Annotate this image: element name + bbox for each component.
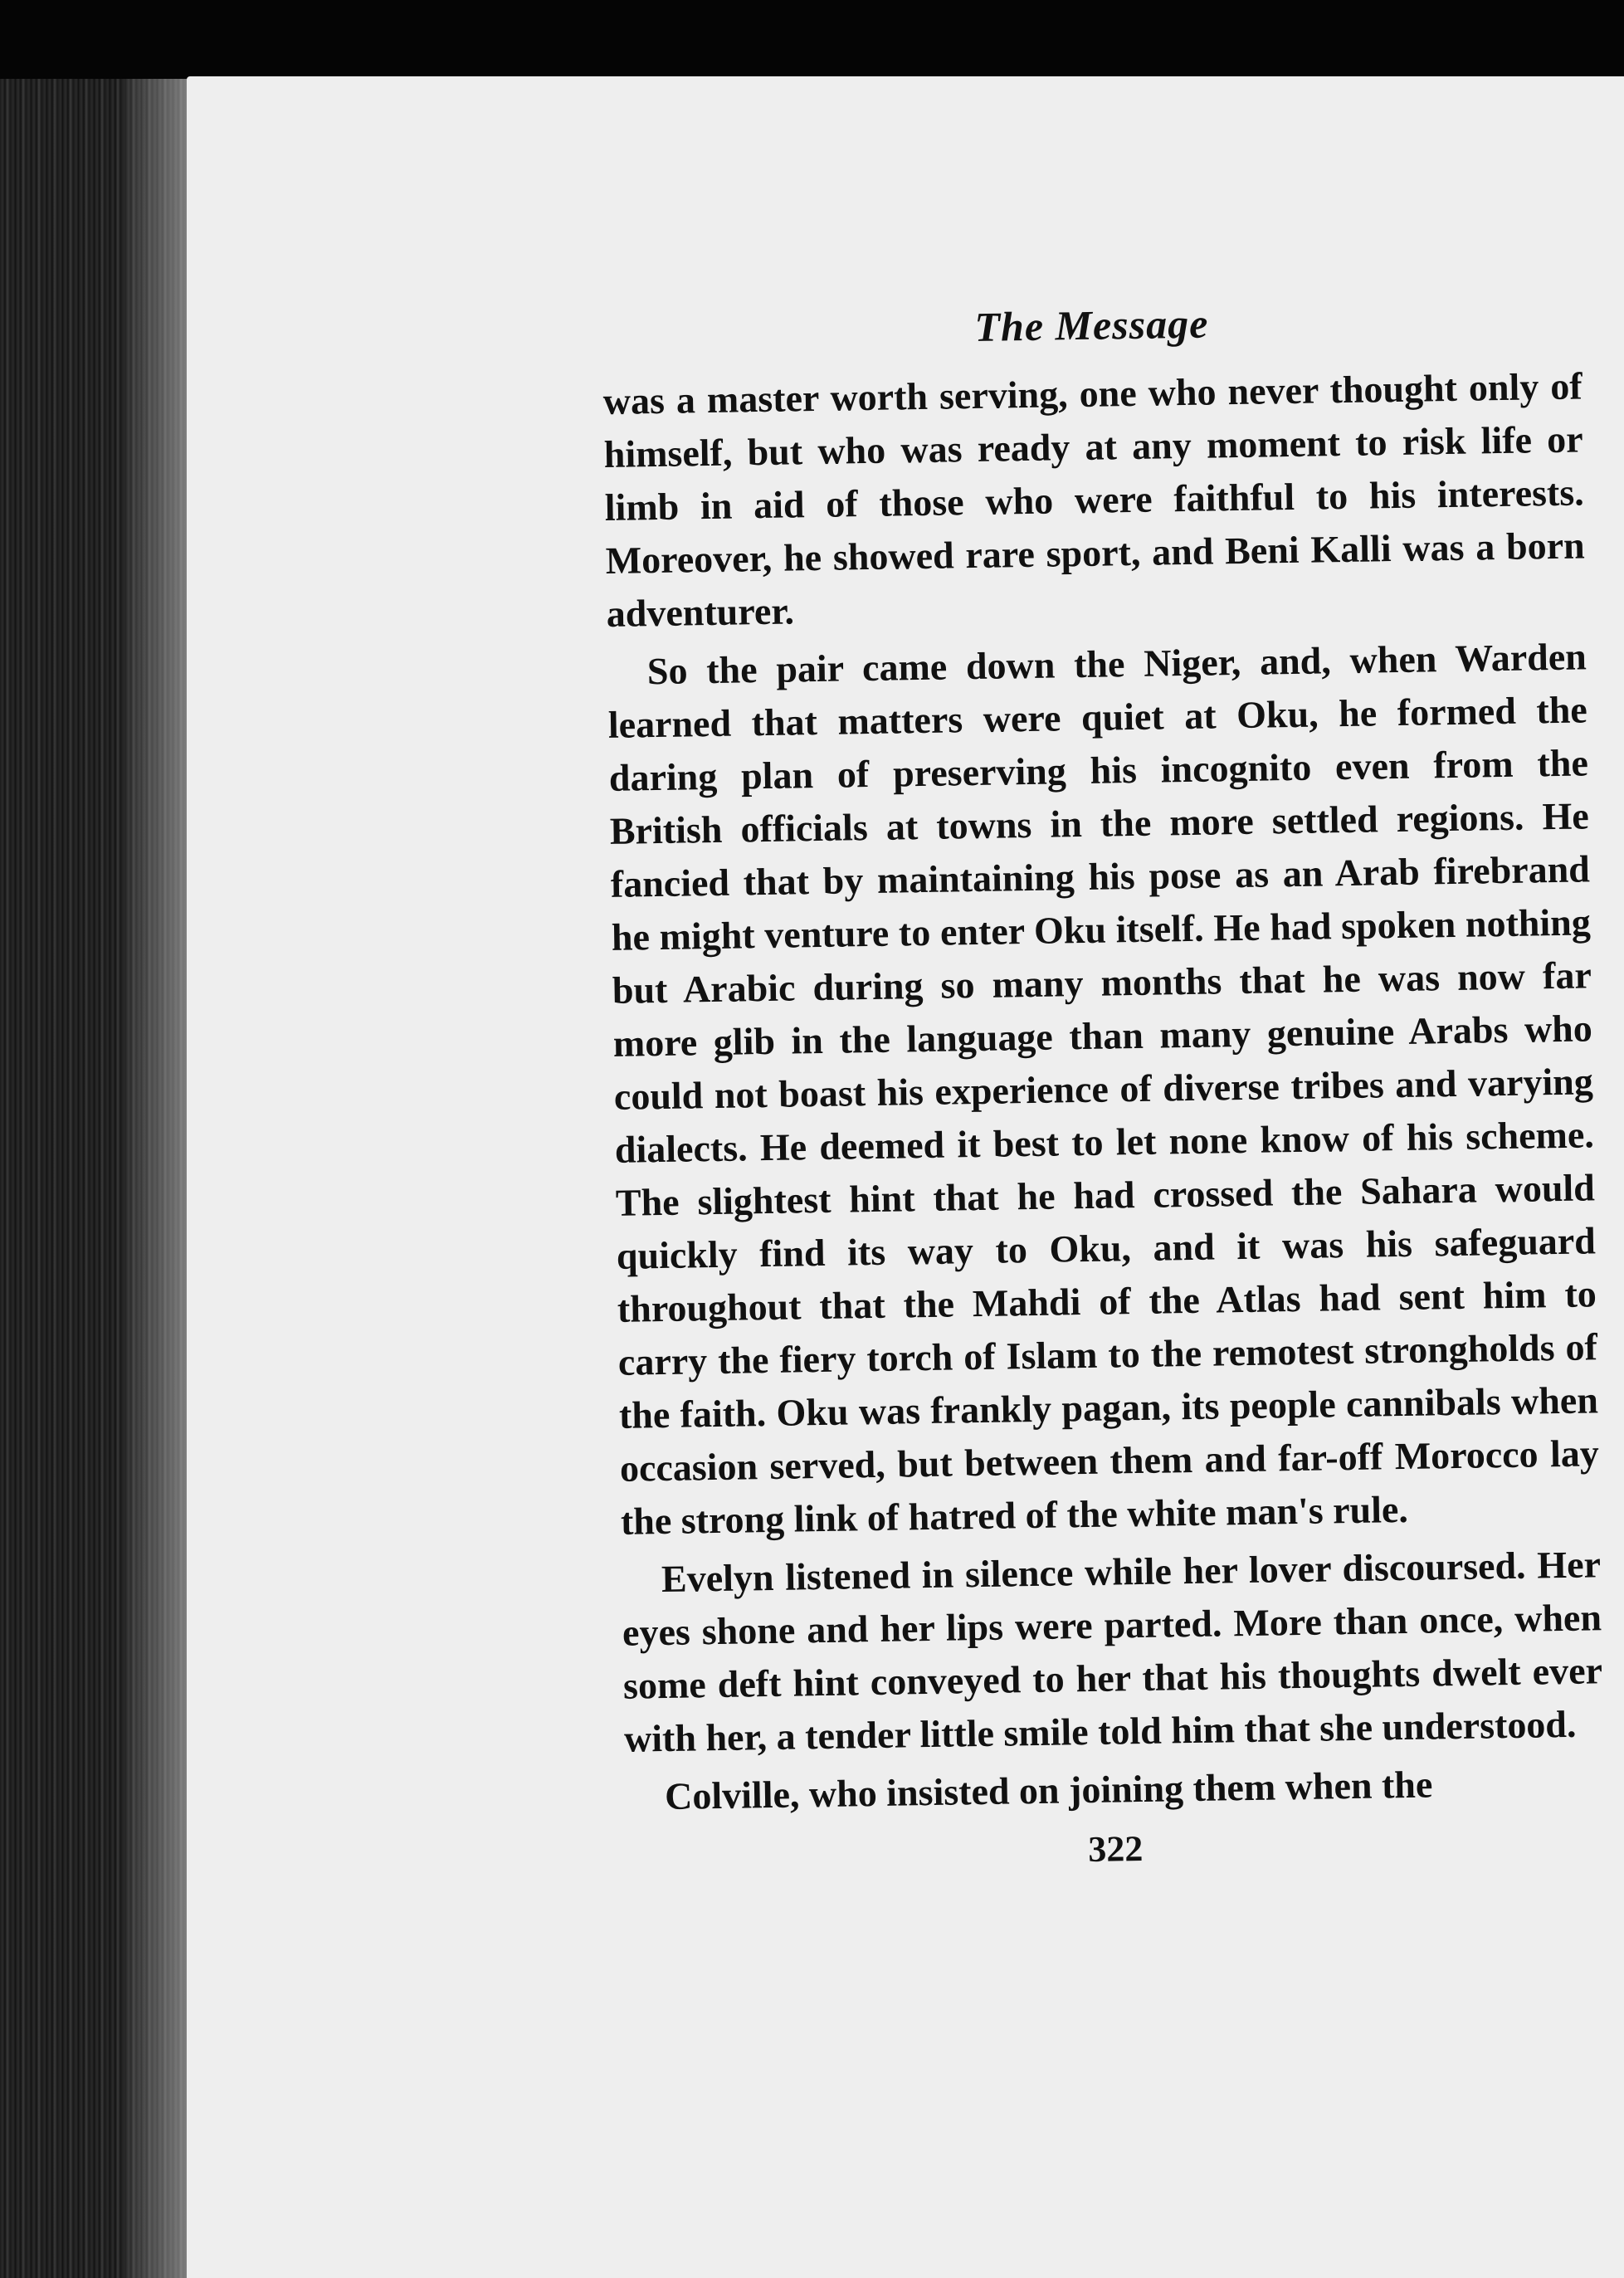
scan-top-border [0, 0, 1624, 79]
page-number: 322 [1087, 1827, 1144, 1871]
paragraph-2: So the pair came down the Niger, and, when Warden learned that matters were quiet at Oku, he formed the daring plan of preserving his incognito even from the British officials at towns in the more settled regions. He fancied that by maintaining his pose as an Arab firebrand he might venture to enter Oku itself. He had spoken nothing but Arabic during so many months that he was now far more glib in the language than many genuine Arabs who could not boast his experience of diverse tribes and varying dialects. He deemed it best to let none know of his scheme. The slightest hint that he had crossed the Sahara would quickly find its way to Oku, and it was his safeguard throughout that the Mahdi of the Atlas had sent him to carry the fiery torch of Islam to the remotest strongholds of the faith. Oku was frankly pagan, its people cannibals when occasion served, but between them and far-off Morocco lay the strong link of hatred of the white man's rule. [607, 635, 1600, 1543]
paragraph-4: Colville, who insisted on joining them when the [664, 1763, 1433, 1818]
gutter-shadow [124, 79, 191, 2278]
paragraph-1: was a master worth serving, one who never thought only of himself, but who was ready at any moment to risk life or limb in aid of those who were faithful to his interests. Moreover, he showed rare sport, and Beni Kalli was a born adventurer. [602, 364, 1586, 635]
book-page [187, 76, 1624, 2278]
paragraph-3: Evelyn listened in silence while her lover discoursed. Her eyes shone and her lips were parted. More than once, when some deft hint conveyed to her that his thoughts dwelt ever with her, a tender little smile told him that she understood. [622, 1543, 1603, 1760]
page-text-block [602, 293, 1624, 1878]
running-head: The Message [974, 300, 1209, 350]
